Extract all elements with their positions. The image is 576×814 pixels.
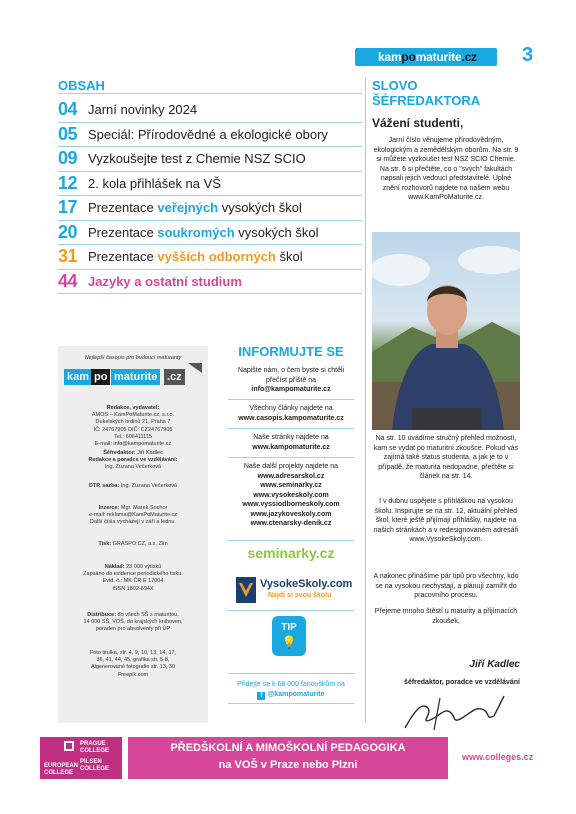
facebook-handle: @kampomaturite bbox=[267, 691, 325, 698]
toc-label-text: Jarní novinky 2024 bbox=[88, 102, 198, 118]
tip-label: TIP bbox=[281, 622, 297, 633]
naklad-label: Náklad: bbox=[104, 564, 125, 570]
logo-segment: maturite bbox=[111, 369, 160, 385]
brand-part: maturite bbox=[415, 50, 462, 64]
toc-item[interactable] bbox=[58, 221, 362, 246]
toc-label-highlight: Jazyky a ostatní studium bbox=[88, 273, 242, 289]
inzerce-line: Další čísla vycházejí v září a lednu. bbox=[90, 519, 176, 526]
toc-label-text: vysokých škol bbox=[218, 200, 302, 216]
dtp-block bbox=[62, 483, 204, 490]
mid-divider bbox=[228, 703, 354, 704]
vysokeskoly-logo-sub: Najdi si svou školu bbox=[268, 592, 332, 599]
projects-paragraph bbox=[228, 462, 354, 529]
vysokeskoly-logo[interactable] bbox=[232, 575, 353, 605]
toc-label-highlight: vyšších odborných bbox=[157, 249, 276, 265]
toc-page-number: 20 bbox=[58, 221, 78, 242]
inzerce-lines bbox=[62, 512, 204, 526]
toc-item[interactable] bbox=[58, 172, 362, 197]
toc-label bbox=[88, 151, 306, 166]
facebook-icon: f bbox=[257, 692, 265, 700]
editor-photo bbox=[372, 232, 520, 430]
ec-pilsen-text: PILSEN COLLEGE bbox=[80, 759, 110, 772]
ec-left-text: EUROPEAN COLLEGE bbox=[44, 763, 79, 776]
brand-part: kam bbox=[378, 50, 402, 64]
website-paragraph bbox=[228, 433, 354, 452]
toc-page-number: 44 bbox=[58, 270, 78, 291]
toc-label bbox=[88, 225, 319, 240]
brand-part: po bbox=[401, 50, 416, 64]
naklad-lines bbox=[62, 571, 204, 593]
redakce-line: E-mail: info@kampomaturite.cz bbox=[94, 441, 172, 448]
handwritten-signature bbox=[400, 690, 510, 734]
lightbulb-icon: 💡 bbox=[281, 635, 297, 649]
editorial-title-line: ŠÉFREDAKTORA bbox=[372, 93, 481, 108]
inzerce-label: Inzerce: bbox=[98, 505, 120, 511]
toc-label-text: Speciál: Přírodovědné a ekologické obory bbox=[88, 126, 328, 142]
redakce-line: Dukelských hrdinů 21, Praha 7 bbox=[95, 419, 171, 426]
toc-label-text: vysokých škol bbox=[234, 224, 319, 240]
website-link[interactable]: www.kampomaturite.cz bbox=[252, 443, 330, 451]
toc-label bbox=[88, 102, 197, 117]
college-logo-square-icon bbox=[64, 741, 74, 751]
contact-email-link[interactable]: info@kampomaturite.cz bbox=[251, 386, 331, 393]
foto-block bbox=[62, 650, 204, 679]
website-text: Naše stránky najdete na bbox=[253, 434, 329, 441]
sefredaktor-label: Šéfredaktor: bbox=[103, 450, 136, 456]
distribuce-line: poraden pro absolventy při ÚP bbox=[95, 626, 171, 633]
toc-item[interactable] bbox=[58, 123, 362, 148]
toc-item[interactable] bbox=[58, 147, 362, 172]
editorial-paragraph: Na str. 10 uvádíme stručný přehled možností, kam se vydat po maturitní zkoušce. Pokud vás zajímá také status studenta, a jak je to v případě, že maturita nedopadne, přečtěte si článek na str. 14. bbox=[373, 435, 519, 480]
redakce-title: Redakce, vydavatel: bbox=[106, 405, 160, 411]
toc-label-highlight: veřejných bbox=[157, 200, 219, 216]
logo-segment: kam bbox=[64, 369, 92, 385]
informujte-title: INFORMUJTE SE bbox=[238, 344, 344, 359]
inzerce-block bbox=[62, 505, 204, 527]
tisk-block bbox=[62, 541, 204, 548]
vysokeskoly-logo-main: VysokeSkoly.com bbox=[260, 578, 353, 590]
distribuce-block bbox=[62, 612, 204, 634]
vysokeskoly-emblem-icon bbox=[236, 577, 256, 603]
logo-corner-shape bbox=[188, 363, 202, 373]
redakce-line: Tel.: 606411115 bbox=[114, 433, 152, 440]
toc-item[interactable] bbox=[58, 196, 362, 221]
articles-link[interactable]: www.casopis.kampomaturite.cz bbox=[238, 414, 344, 422]
facebook-promo bbox=[226, 680, 356, 700]
facebook-link[interactable] bbox=[226, 690, 356, 700]
foto-line: Freepik.com bbox=[117, 671, 149, 678]
toc-label-text: škol bbox=[275, 249, 303, 265]
footer-line: na VOŠ v Praze nebo Plzni bbox=[218, 759, 358, 771]
toc-title: OBSAH bbox=[58, 78, 105, 93]
tisk-label: Tisk: bbox=[98, 541, 112, 547]
toc-label bbox=[88, 127, 328, 142]
mid-divider bbox=[228, 540, 354, 541]
redakce-line: IČ: 24767905 DIČ: CZ24767905 bbox=[93, 426, 173, 433]
naklad-line: Evid. č.: MK ČR E 17004 bbox=[102, 578, 164, 585]
toc-page-number: 04 bbox=[58, 99, 78, 120]
naklad-line: ISSN 1802-694X bbox=[112, 585, 154, 592]
poradce-value: Ing. Zuzana Večerková bbox=[104, 464, 162, 471]
toc-label-text: Prezentace bbox=[88, 200, 158, 216]
toc-label bbox=[88, 274, 242, 289]
inzerce-value: Mgr. Marek Sochor bbox=[119, 505, 168, 511]
editor-name: Jiří Kadlec bbox=[469, 659, 520, 670]
toc-label bbox=[88, 200, 302, 215]
toc-page-number: 05 bbox=[58, 123, 78, 144]
distribuce-line: 14 000 SŠ, VOŠ, do krajských knihoven, bbox=[83, 619, 183, 626]
foto-lines bbox=[62, 650, 204, 679]
articles-text: Všechny články najdete na bbox=[249, 405, 333, 412]
editor-role: šéfredaktor, poradce ve vzdělávání bbox=[404, 679, 520, 686]
redakce-block bbox=[62, 405, 204, 448]
poradce-label: Redakce a poradce ve vzdělávání: bbox=[88, 457, 178, 464]
editorial-paragraph: I v dubnu uspějete s přihláškou na vysokou školu. Inspirujte se na str. 12, aktuální přehled škol, které ještě přijímají přihlášky, najdete na našich stránkách a v redesignovaném adresáři www.VysokeSkoly.com. bbox=[373, 498, 519, 543]
ec-prague-text: PRAGUE COLLEGE bbox=[80, 741, 110, 754]
redakce-lines bbox=[62, 412, 204, 448]
project-link[interactable]: www.vyssiodborneskoly.com bbox=[242, 501, 340, 508]
editorial-title bbox=[372, 78, 480, 108]
ec-prague bbox=[80, 741, 109, 755]
logo-segment: .cz bbox=[164, 369, 185, 385]
editorial-title-line: SLOVO bbox=[372, 78, 418, 93]
ec-pilsen bbox=[80, 759, 109, 773]
toc-label-highlight: soukromých bbox=[157, 224, 235, 240]
mid-divider bbox=[228, 428, 354, 429]
toc-label bbox=[88, 249, 303, 264]
table-of-contents bbox=[58, 98, 362, 294]
contact-paragraph bbox=[228, 366, 354, 395]
tisk-value: GRASPO CZ, a.s. Zlín bbox=[111, 541, 168, 547]
editorial-paragraph: Přejeme mnoho štěstí u maturity a přijímacích zkoušek, bbox=[374, 608, 518, 625]
toc-page-number: 09 bbox=[58, 148, 78, 169]
logo-caption: Nejlepší časopis pro budoucí maturanty bbox=[84, 355, 182, 361]
footer-ad-text bbox=[128, 740, 448, 774]
seminarky-logo[interactable]: seminarky.cz bbox=[247, 545, 335, 561]
redakce-line: AMOS – KamPoMaturite.cz, s.r.o. bbox=[91, 412, 175, 419]
foto-line: Algenerované fotografie str. 13, 30 bbox=[90, 664, 176, 671]
project-link[interactable]: www.ctenarsky-denik.cz bbox=[250, 520, 332, 527]
brand-logo[interactable] bbox=[378, 50, 477, 64]
sefredaktor-block bbox=[62, 450, 204, 472]
colleges-url-link[interactable]: www.colleges.cz bbox=[462, 752, 534, 762]
toc-label-text: Prezentace bbox=[88, 224, 158, 240]
distribuce-lines bbox=[62, 619, 204, 633]
mid-divider bbox=[228, 399, 354, 400]
naklad-line: Zapsáno do evidence periodického tisku. bbox=[83, 571, 183, 578]
toc-label-text: Vyzkoušejte test z Chemie NSZ SCIO bbox=[88, 151, 306, 167]
dtp-value: Ing. Zuzana Večerková bbox=[119, 483, 178, 489]
project-list bbox=[228, 472, 354, 529]
toc-rule bbox=[58, 93, 362, 94]
facebook-text: Přidejte se k 68 000 fanouškům na bbox=[237, 681, 345, 688]
project-link[interactable]: www.jazykoveskoly.com bbox=[250, 510, 332, 518]
brand-part: .cz bbox=[461, 50, 477, 64]
toc-page-number: 31 bbox=[58, 246, 78, 267]
european-college-logo[interactable] bbox=[40, 737, 122, 779]
inzerce-line: e-mail: reklama@KamPoMaturite.cz bbox=[88, 512, 178, 519]
distribuce-value: do všech SŠ s maturitou, bbox=[116, 612, 179, 618]
sefredaktor-value: Jiří Kadlec bbox=[135, 450, 163, 456]
mid-divider bbox=[228, 673, 354, 674]
page-number: 3 bbox=[522, 44, 534, 66]
project-link[interactable]: www.seminarky.cz bbox=[260, 482, 322, 489]
dtp-label: DTP, sazba: bbox=[88, 483, 120, 489]
project-link[interactable]: www.vysokeskoly.com bbox=[253, 491, 329, 499]
toc-item[interactable] bbox=[58, 245, 362, 270]
toc-label bbox=[88, 176, 221, 191]
projects-text: Naše další projekty najdete na bbox=[243, 463, 339, 470]
kampomaturite-logo bbox=[64, 363, 202, 387]
naklad-block bbox=[62, 564, 204, 593]
mid-divider bbox=[228, 457, 354, 458]
logo-segment: po bbox=[91, 369, 110, 385]
tip-badge bbox=[272, 616, 306, 656]
project-link[interactable]: www.adresarskol.cz bbox=[257, 472, 325, 480]
foto-line: 36, 41, 44, 45, grafika str. 5-8, bbox=[96, 657, 170, 664]
toc-label-text: 2. kola přihlášek na VŠ bbox=[88, 175, 221, 191]
mid-divider bbox=[228, 610, 354, 611]
editorial-paragraph: A nakonec přinášíme pár tipů pro všechny, kdo se na vysokou nechystají, a plánují zamířit do pracovního procesu. bbox=[373, 573, 519, 599]
toc-page-number: 17 bbox=[58, 197, 78, 218]
column-divider bbox=[365, 78, 366, 723]
contact-text: Napište nám, o čem byste si chtěli přečíst příště na bbox=[237, 367, 345, 384]
foto-line: Foto titulka, str. 4, 9, 10, 13, 14, 17, bbox=[89, 650, 177, 656]
toc-item[interactable] bbox=[58, 270, 362, 295]
footer-line: PŘEDŠKOLNÍ A MIMOŠKOLNÍ PEDAGOGIKA bbox=[170, 742, 406, 754]
distribuce-label: Distribuce: bbox=[87, 612, 117, 618]
articles-paragraph bbox=[228, 404, 354, 423]
toc-label-text: Prezentace bbox=[88, 249, 158, 265]
toc-item[interactable] bbox=[58, 98, 362, 123]
editorial-greeting: Vážení studenti, bbox=[372, 116, 464, 130]
toc-page-number: 12 bbox=[58, 172, 78, 193]
editorial-intro: Jarní číslo věnujeme přírodovědným, ekologickým a zemědělským oborům. Na str. 9 si můžete vyzkoušet test NSZ SCIO Chemie. Na str. 6 si přečtěte, co o "svých" fakultách napsali jejich vedoucí představitelé. Úplné znění rozhovorů najdete na našem webu www.KamPoMaturite.cz. bbox=[373, 137, 519, 201]
ec-label bbox=[44, 763, 78, 777]
naklad-value: 23 000 výtisků bbox=[124, 564, 162, 570]
